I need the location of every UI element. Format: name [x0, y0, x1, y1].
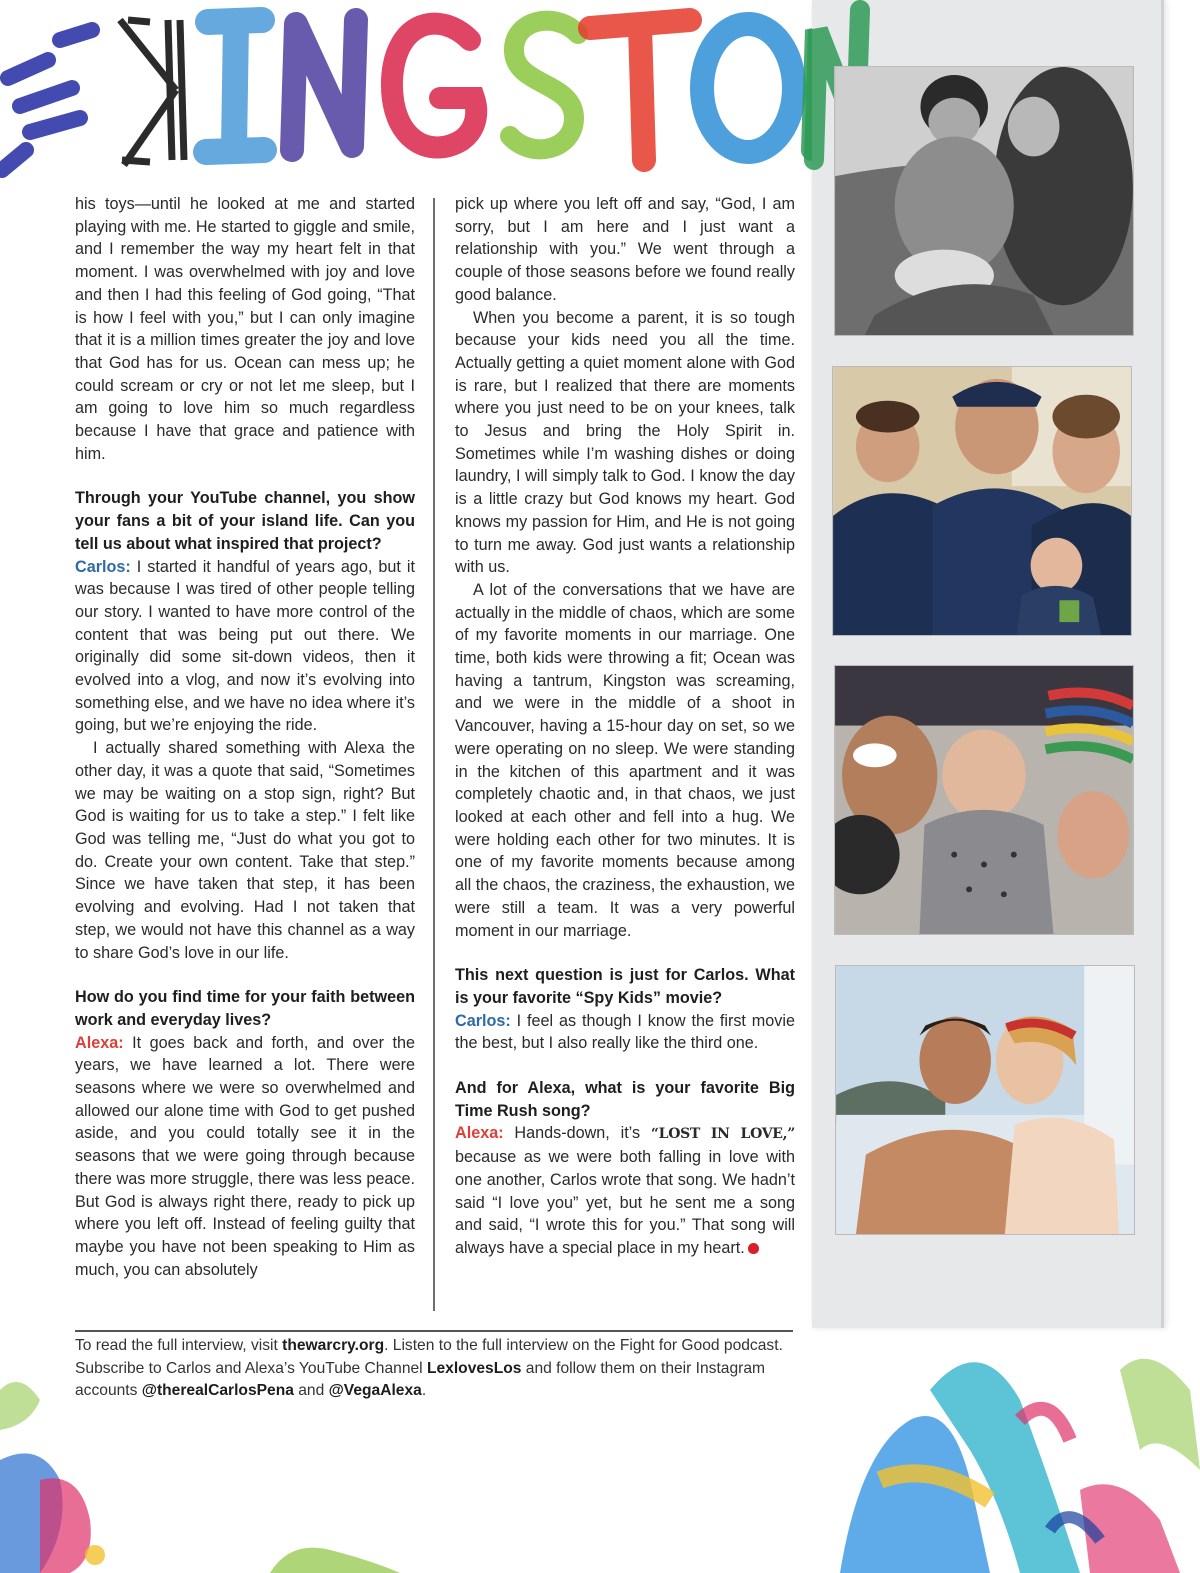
crayon-letters-graphic	[0, 0, 880, 185]
footer-text: and	[293, 1382, 329, 1399]
photo-color-graphic	[835, 666, 1133, 934]
interview-answer	[455, 1122, 795, 1259]
speaker-label-carlos: Carlos:	[75, 557, 131, 576]
interview-answer	[75, 1032, 415, 1282]
answer-text: I feel as though I know the first movie the best, but I also really like the third one.	[455, 1011, 795, 1053]
youtube-channel-name: LexlovesLos	[426, 1359, 522, 1377]
interview-question: Through your YouTube channel, you show your fans a bit of your island life. Can you tell us about what inspired that project?	[75, 489, 415, 553]
photo-bw-graphic	[835, 67, 1133, 335]
article-column-left	[75, 193, 415, 1281]
crayon-headline	[0, 0, 880, 185]
mother-kissing-baby-photo	[834, 66, 1134, 336]
couple-kiss-selfie-photo	[835, 965, 1135, 1235]
column-divider	[433, 198, 435, 1311]
interview-question: How do you find time for your faith between work and everyday lives?	[75, 988, 415, 1029]
song-title: “LOST IN LOVE,”	[650, 1126, 795, 1143]
footer-text: .	[421, 1382, 427, 1399]
spacer	[75, 465, 415, 487]
speaker-label-alexa: Alexa:	[75, 1033, 124, 1052]
family-seahawks-jerseys-photo	[832, 366, 1132, 636]
footer-text: To read the full interview, visit	[75, 1337, 283, 1354]
paint-splash-left	[0, 1330, 110, 1573]
body-paragraph: pick up where you left off and say, “God, I am sorry, but I am here and I just want a relationship with you.” We went through a couple of those seasons before we found really good balance.	[455, 195, 795, 304]
paint-splash-graphic	[270, 1520, 400, 1573]
instagram-handle-carlos: @therealCarlosPena	[141, 1382, 294, 1399]
footer-text: . Listen to the full interview on the Fight for Good podcast. Subscribe to Carlos and Alexa’s YouTube Channel	[75, 1337, 783, 1377]
footer-note	[75, 1335, 805, 1403]
paint-splash-graphic	[820, 1330, 1200, 1573]
family-lying-upside-down-photo	[834, 665, 1134, 935]
speaker-label-alexa: Alexa:	[455, 1124, 504, 1143]
footer-rule	[75, 1330, 793, 1332]
website-link[interactable]: thewarcry.org	[282, 1337, 385, 1354]
interview-question: This next question is just for Carlos. What is your favorite “Spy Kids” movie?	[455, 966, 795, 1007]
instagram-handle-alexa: @VegaAlexa	[328, 1382, 422, 1399]
body-paragraph: I actually shared something with Alexa the other day, it was a quote that said, “Sometimes we may be waiting on a stop sign, right? But God is waiting for us to take a step.” I felt like God was telling me, “Just do what you got to do. Create your own content. Take that step.” Since we have taken that step, it has been evolving and evolving. Had I not taken that step, we would not have this channel as a way to share God’s love in our life.	[75, 739, 415, 962]
paint-splash-bottom	[270, 1520, 400, 1573]
paint-splash-graphic	[0, 1330, 110, 1573]
answer-text: I started it handful of years ago, but it was because I was tired of other people telling our story. I wanted to have more control of the content that was being put out there. We originally did some sit-down videos, then it evolved into a vlog, and now it’s evolving into something else, and we have no idea where it’s going, but we’re enjoying the ride.	[75, 557, 415, 735]
end-of-article-icon	[748, 1243, 759, 1254]
body-paragraph: A lot of the conversations that we have are actually in the middle of chaos, which are some of my favorite moments in our marriage. One time, both kids were throwing a fit; Ocean was having a tantrum, Kingston was screaming, and we were in the middle of a shoot in Vancouver, having a 15-hour day on set, so we were operating on no sleep. We were standing in the kitchen of this apartment and it was completely chaotic and, in that chaos, we just looked at each other and fell into a hug. We were holding each other for two minutes. It is one of my favorite moments because among all the chaos, the craziness, the exhaustion, we were still a team. It was a very powerful moment in our marriage.	[455, 580, 795, 940]
photo-color-graphic	[833, 367, 1131, 635]
answer-text: Hands-down, it’s	[503, 1124, 651, 1143]
answer-text: It goes back and forth, and over the years, we have learned a lot. There were seasons where we were so overwhelmed and allowed our alone time with God to get pushed aside, and you could totally see it in the seasons that we were going through because there was more struggle, there was less peace. But God is always right there, ready to pick up where you left off. Instead of feeling guilty that maybe you have not been speaking to Him as much, you can absolutely	[75, 1033, 415, 1279]
interview-answer	[75, 556, 415, 738]
photo-color-graphic	[836, 966, 1134, 1234]
speaker-label-carlos: Carlos:	[455, 1011, 511, 1030]
paint-splash-right	[820, 1330, 1200, 1573]
body-paragraph: When you become a parent, it is so tough because your kids need you all the time. Actually getting a quiet moment alone with God is rare, but I realized that there are moments where you just need to be on your knees, talk to Jesus and bring the Holy Spirit in. Sometimes while I’m washing dishes or doing laundry, I will simply talk to God. I know the day is a little crazy but God knows my heart. God knows my passion for Him, and He is not going to turn me away. God just wants a relationship with us.	[455, 308, 795, 577]
answer-text: because as we were both falling in love with one another, Carlos wrote that song. We hadn’t said “I love you” yet, but he sent me a song and said, “I wrote this for you.” That song will always have a special place in my heart.	[455, 1148, 795, 1257]
article-column-right	[455, 193, 795, 1260]
interview-answer	[455, 1010, 795, 1055]
body-paragraph: his toys—until he looked at me and started playing with me. He started to giggle and smile, and I remember the way my heart felt in that moment. I was overwhelmed with joy and love and then I had this feeling of God going, “That is how I feel with you,” but I can only imagine that it is a million times greater the joy and love that God has for us. Ocean can mess up; he could scream or cry or not let me sleep, but I am going to love him so much regardless because I have that grace and patience with him.	[75, 195, 415, 463]
interview-question: And for Alexa, what is your favorite Big Time Rush song?	[455, 1079, 795, 1120]
footer-text: and follow them on their Instagram accounts	[75, 1359, 765, 1399]
